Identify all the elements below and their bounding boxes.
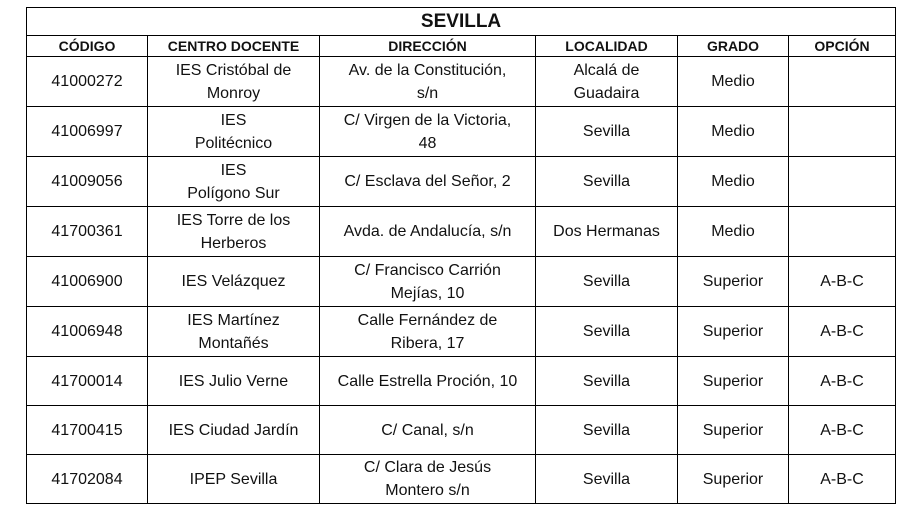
cell-localidad: Sevilla xyxy=(536,406,678,455)
cell-grado: Medio xyxy=(678,57,789,107)
cell-centro: IES Torre de los Herberos xyxy=(148,207,320,257)
cell-codigo: 41702084 xyxy=(27,455,148,504)
cell-localidad: Sevilla xyxy=(536,257,678,307)
column-header-direccion: DIRECCIÓN xyxy=(320,36,536,57)
cell-direccion: Calle Fernández de Ribera, 17 xyxy=(320,307,536,357)
cell-direccion: Avda. de Andalucía, s/n xyxy=(320,207,536,257)
cell-grado: Superior xyxy=(678,455,789,504)
cell-grado: Superior xyxy=(678,406,789,455)
cell-grado: Superior xyxy=(678,357,789,406)
cell-localidad: Sevilla xyxy=(536,107,678,157)
cell-direccion: C/ Canal, s/n xyxy=(320,406,536,455)
cell-opcion: A-B-C xyxy=(789,257,896,307)
cell-opcion xyxy=(789,107,896,157)
cell-centro: IES Velázquez xyxy=(148,257,320,307)
cell-localidad: Sevilla xyxy=(536,357,678,406)
cell-opcion xyxy=(789,57,896,107)
table-row xyxy=(27,357,896,406)
table-title: SEVILLA xyxy=(27,8,896,36)
table-row xyxy=(27,57,896,107)
cell-codigo: 41006900 xyxy=(27,257,148,307)
cell-codigo: 41700361 xyxy=(27,207,148,257)
column-header-localidad: LOCALIDAD xyxy=(536,36,678,57)
cell-localidad: Sevilla xyxy=(536,157,678,207)
cell-direccion: C/ Esclava del Señor, 2 xyxy=(320,157,536,207)
table-header-row xyxy=(27,36,896,57)
table-row xyxy=(27,157,896,207)
cell-opcion: A-B-C xyxy=(789,357,896,406)
cell-centro: IES Politécnico xyxy=(148,107,320,157)
column-header-codigo: CÓDIGO xyxy=(27,36,148,57)
column-header-grado: GRADO xyxy=(678,36,789,57)
cell-direccion: Av. de la Constitución, s/n xyxy=(320,57,536,107)
cell-localidad: Alcalá de Guadaira xyxy=(536,57,678,107)
table-row xyxy=(27,257,896,307)
cell-localidad: Dos Hermanas xyxy=(536,207,678,257)
cell-codigo: 41700415 xyxy=(27,406,148,455)
table-title-row xyxy=(27,8,896,36)
cell-direccion: Calle Estrella Proción, 10 xyxy=(320,357,536,406)
cell-grado: Medio xyxy=(678,107,789,157)
column-header-centro-docente: CENTRO DOCENTE xyxy=(148,36,320,57)
cell-codigo: 41009056 xyxy=(27,157,148,207)
cell-codigo: 41006948 xyxy=(27,307,148,357)
cell-centro: IPEP Sevilla xyxy=(148,455,320,504)
cell-opcion: A-B-C xyxy=(789,455,896,504)
cell-localidad: Sevilla xyxy=(536,307,678,357)
cell-opcion: A-B-C xyxy=(789,406,896,455)
cell-opcion xyxy=(789,207,896,257)
cell-centro: IES Polígono Sur xyxy=(148,157,320,207)
cell-codigo: 41700014 xyxy=(27,357,148,406)
table-row xyxy=(27,107,896,157)
table-row xyxy=(27,406,896,455)
table-row xyxy=(27,307,896,357)
cell-codigo: 41006997 xyxy=(27,107,148,157)
cell-direccion: C/ Francisco Carrión Mejías, 10 xyxy=(320,257,536,307)
cell-direccion: C/ Virgen de la Victoria, 48 xyxy=(320,107,536,157)
cell-opcion xyxy=(789,157,896,207)
schools-table xyxy=(26,7,896,504)
cell-grado: Medio xyxy=(678,157,789,207)
cell-codigo: 41000272 xyxy=(27,57,148,107)
cell-grado: Medio xyxy=(678,207,789,257)
table-row xyxy=(27,455,896,504)
cell-direccion: C/ Clara de Jesús Montero s/n xyxy=(320,455,536,504)
cell-centro: IES Ciudad Jardín xyxy=(148,406,320,455)
cell-grado: Superior xyxy=(678,257,789,307)
table-row xyxy=(27,207,896,257)
cell-localidad: Sevilla xyxy=(536,455,678,504)
cell-grado: Superior xyxy=(678,307,789,357)
cell-centro: IES Cristóbal de Monroy xyxy=(148,57,320,107)
cell-centro: IES Julio Verne xyxy=(148,357,320,406)
cell-centro: IES Martínez Montañés xyxy=(148,307,320,357)
cell-opcion: A-B-C xyxy=(789,307,896,357)
column-header-opcion: OPCIÓN xyxy=(789,36,896,57)
